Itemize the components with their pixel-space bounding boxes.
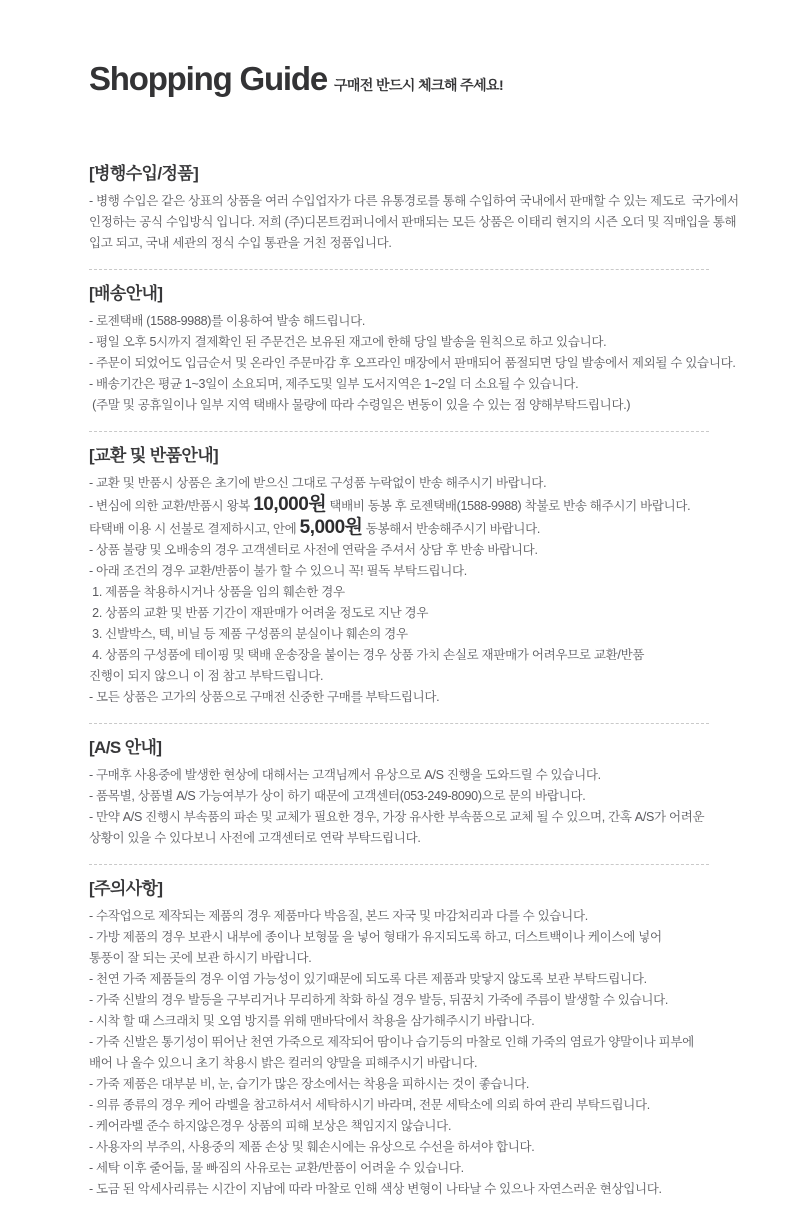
guide-line: - 수작업으로 제작되는 제품의 경우 제품마다 박음질, 본드 자국 및 마감처리과 다를 수 있습니다. (89, 909, 588, 923)
guide-section (89, 738, 800, 849)
guide-line: - 평일 오후 5시까지 결제확인 된 주문건은 보유된 재고에 한해 당일 발송을 원칙으로 하고 있습니다. (89, 335, 607, 349)
guide-line: - 만약 A/S 진행시 부속품의 파손 및 교체가 필요한 경우, 가장 유사한 부속품으로 교체 될 수 있으며, 간혹 A/S가 어려운 (89, 810, 705, 824)
guide-line: - 케어라벨 준수 하지않은경우 상품의 피해 보상은 책임지지 않습니다. (89, 1119, 452, 1133)
section-heading: [교환 및 반품안내] (89, 446, 219, 465)
guide-line: 진행이 되지 않으니 이 점 참고 부탁드립니다. (89, 669, 324, 683)
section-heading: [병행수입/정품] (89, 164, 199, 183)
guide-line: (주말 및 공휴일이나 일부 지역 택배사 물량에 따라 수령일은 변동이 있을 수 있는 점 양해부탁드립니다.) (89, 398, 631, 412)
guide-line: 3. 신발박스, 텍, 비닐 등 제품 구성품의 분실이나 훼손의 경우 (89, 627, 408, 641)
guide-line: - 로젠택배 (1588-9988)를 이용하여 발송 해드립니다. (89, 314, 366, 328)
dashed-divider (89, 864, 709, 865)
guide-line: - 교환 및 반품시 상품은 초기에 받으신 그대로 구성품 누락없이 반송 해주시기 바랍니다. (89, 476, 547, 490)
dashed-divider (89, 269, 709, 270)
guide-line: - 천연 가죽 제품들의 경우 이염 가능성이 있기때문에 되도록 다른 제품과 맞닿지 않도록 보관 부탁드립니다. (89, 972, 647, 986)
guide-line (89, 517, 800, 540)
guide-section (89, 879, 800, 1200)
guide-section (89, 446, 800, 708)
guide-section (89, 284, 800, 416)
price-emphasis: 5,000원 (299, 517, 363, 538)
section-heading: [A/S 안내] (89, 738, 162, 757)
guide-line-text: 동봉해서 반송해주시기 바랍니다. (362, 522, 541, 536)
guide-line: 상황이 있을 수 있다보니 사전에 고객센터로 연락 부탁드립니다. (89, 831, 421, 845)
guide-line: 2. 상품의 교환 및 반품 기간이 재판매가 어려울 정도로 지난 경우 (89, 606, 429, 620)
guide-line: - 가죽 신발의 경우 발등을 구부리거나 무리하게 착화 하실 경우 발등, 뒤꿈치 가죽에 주름이 발생할 수 있습니다. (89, 993, 669, 1007)
guide-line: - 사용자의 부주의, 사용중의 제품 손상 및 훼손시에는 유상으로 수선을 하셔야 합니다. (89, 1140, 535, 1154)
guide-line: 인정하는 공식 수입방식 입니다. 저희 (주)디몬트컴퍼니에서 판매되는 모든 상품은 이태리 현지의 시즌 오더 및 직매입을 통해 (89, 215, 737, 229)
guide-line: 통풍이 잘 되는 곳에 보관 하시기 바랍니다. (89, 951, 312, 965)
guide-line-text: 타택배 이용 시 선불로 결제하시고, 안에 (89, 522, 300, 536)
guide-line-text: - 변심에 의한 교환/반품시 왕복 (89, 499, 254, 513)
guide-line: - 병행 수입은 같은 상표의 상품을 여러 수입업자가 다른 유통경로를 통해 수입하여 국내에서 판매할 수 있는 제도로 국가에서 (89, 194, 739, 208)
guide-line: 4. 상품의 구성품에 테이핑 및 택배 운송장을 붙이는 경우 상품 가치 손실로 재판매가 어려우므로 교환/반품 (89, 648, 645, 662)
guide-line: - 가죽 신발은 통기성이 뛰어난 천연 가죽으로 제작되어 땀이나 습기등의 마찰로 인해 가죽의 염료가 양말이나 피부에 (89, 1035, 694, 1049)
guide-line: - 아래 조건의 경우 교환/반품이 불가 할 수 있으니 꼭! 필독 부탁드립니다. (89, 564, 467, 578)
section-heading: [주의사항] (89, 879, 163, 898)
dashed-divider (89, 723, 709, 724)
guide-line: - 모든 상품은 고가의 상품으로 구매전 신중한 구매를 부탁드립니다. (89, 690, 440, 704)
page-subtitle: 구매전 반드시 체크해 주세요! (334, 77, 504, 93)
guide-line: - 의류 종류의 경우 케어 라벨을 참고하셔서 세탁하시기 바라며, 전문 세탁소에 의뢰 하여 관리 부탁드립니다. (89, 1098, 650, 1112)
guide-line (89, 494, 800, 517)
guide-line: - 구매후 사용중에 발생한 현상에 대해서는 고객님께서 유상으로 A/S 진행을 도와드릴 수 있습니다. (89, 768, 601, 782)
guide-line: 입고 되고, 국내 세관의 정식 수입 통관을 거친 정품입니다. (89, 236, 392, 250)
page-title: Shopping Guide (89, 60, 327, 97)
guide-line: - 배송기간은 평균 1~3일이 소요되며, 제주도및 일부 도서지역은 1~2일 더 소요될 수 있습니다. (89, 377, 579, 391)
guide-line: - 도금 된 악세사리류는 시간이 지남에 따라 마찰로 인해 색상 변형이 나타날 수 있으나 자연스러운 현상입니다. (89, 1182, 662, 1196)
guide-line: - 가방 제품의 경우 보관시 내부에 종이나 보형물 을 넣어 형태가 유지되도록 하고, 더스트백이나 케이스에 넣어 (89, 930, 662, 944)
guide-line: - 가죽 제품은 대부분 비, 눈, 습기가 많은 장소에서는 착용을 피하시는 것이 좋습니다. (89, 1077, 530, 1091)
guide-section (89, 164, 800, 254)
guide-line: - 주문이 되었어도 입금순서 및 온라인 주문마감 후 오프라인 매장에서 판매되어 품절되면 당일 발송에서 제외될 수 있습니다. (89, 356, 736, 370)
guide-line-text: 택배비 동봉 후 로젠택배(1588-9988) 착불로 반송 해주시기 바랍니다. (326, 499, 691, 513)
section-heading: [배송안내] (89, 284, 163, 303)
guide-line: - 상품 불량 및 오배송의 경우 고객센터로 사전에 연락을 주셔서 상담 후 반송 바랍니다. (89, 543, 538, 557)
page-header (89, 60, 800, 98)
guide-line: 1. 제품을 착용하시거나 상품을 임의 훼손한 경우 (89, 585, 345, 599)
price-emphasis: 10,000원 (253, 494, 327, 515)
guide-line: - 시착 할 때 스크래치 및 오염 방지를 위해 맨바닥에서 착용을 삼가해주시기 바랍니다. (89, 1014, 535, 1028)
guide-line: - 품목별, 상품별 A/S 가능여부가 상이 하기 때문에 고객센터(053-249-8090)으로 문의 바랍니다. (89, 789, 586, 803)
guide-line: - 세탁 이후 줄어듦, 물 빠짐의 사유로는 교환/반품이 어려울 수 있습니다. (89, 1161, 464, 1175)
guide-sections (89, 164, 800, 1200)
dashed-divider (89, 431, 709, 432)
guide-line: 배어 나 올수 있으니 초기 착용시 밝은 컬러의 양말을 피해주시기 바랍니다. (89, 1056, 478, 1070)
